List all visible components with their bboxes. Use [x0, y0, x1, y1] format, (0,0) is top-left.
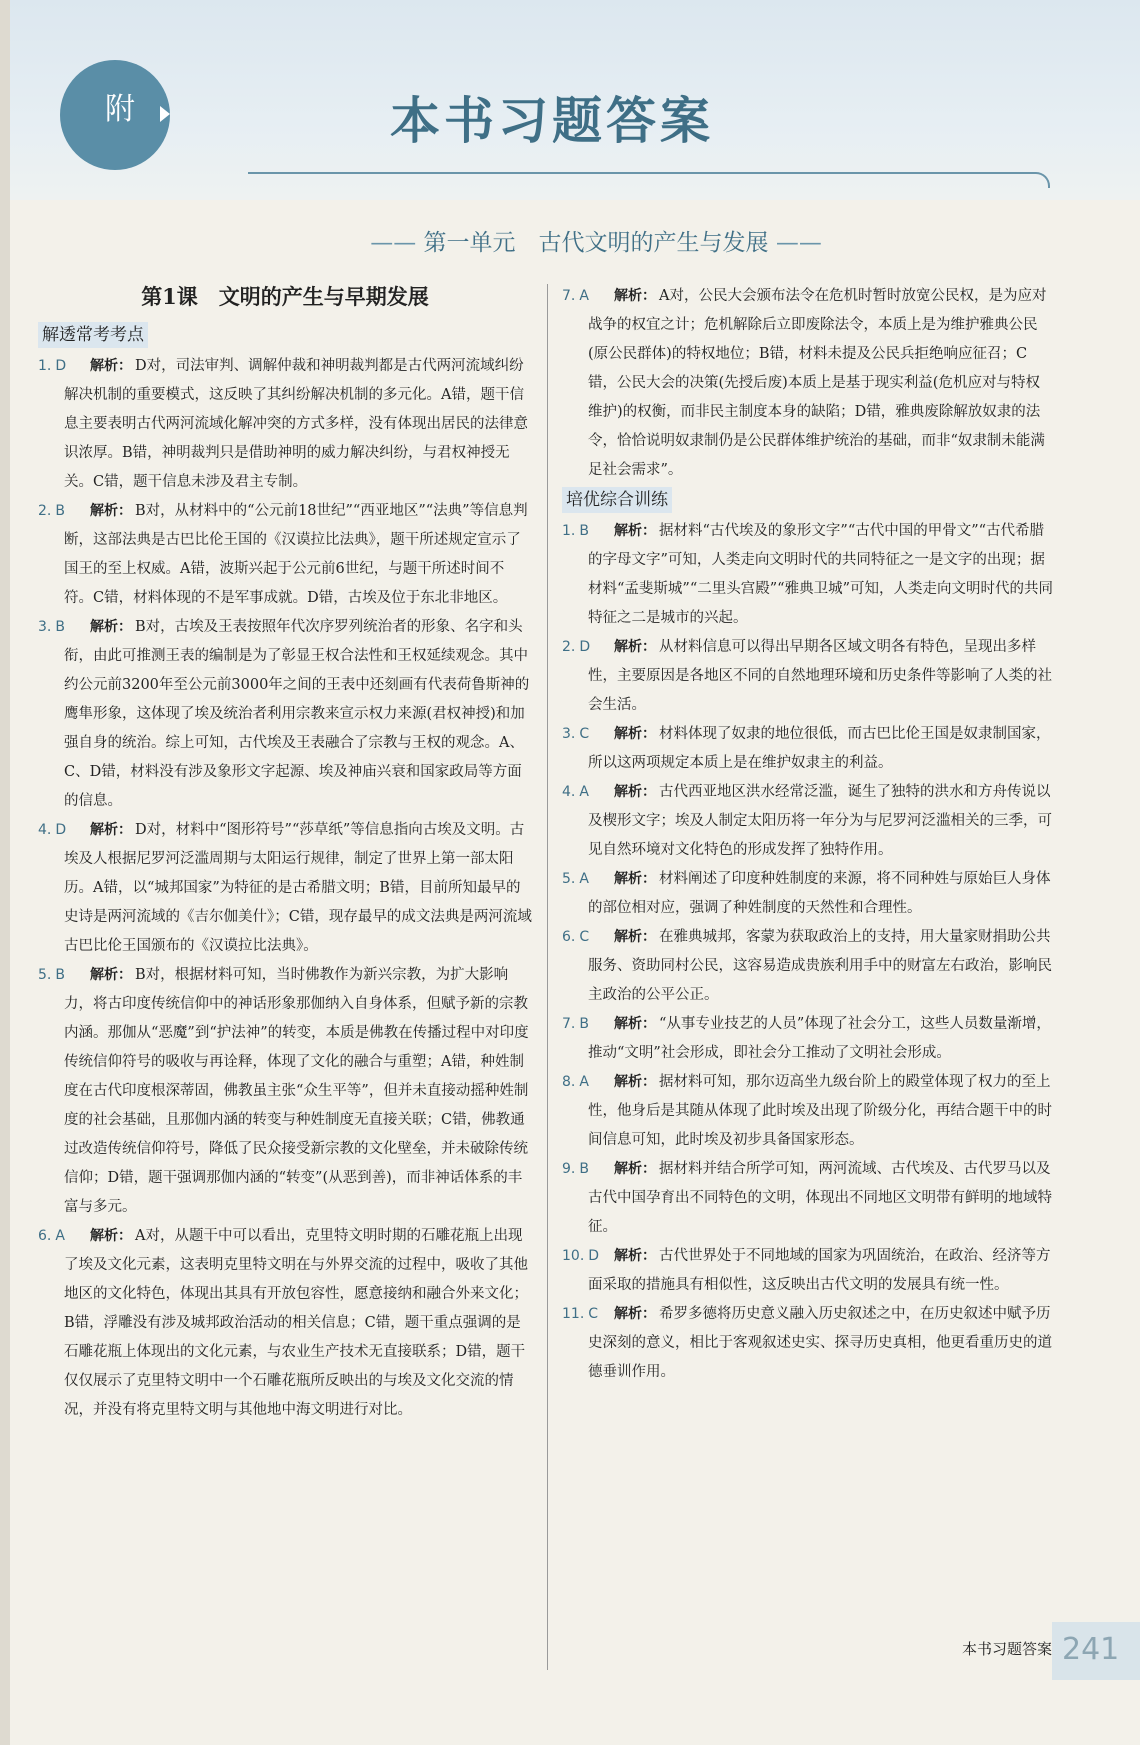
answer-item	[562, 1155, 1054, 1242]
answer-item	[562, 1068, 1054, 1155]
answer-number: 1. B	[562, 523, 589, 539]
answer-choice: A	[579, 784, 589, 800]
unit-title	[316, 226, 876, 260]
analysis-label: 解析：	[90, 822, 132, 838]
answer-item	[38, 613, 532, 816]
left-column	[38, 282, 532, 1425]
answer-number: 6. A	[38, 1228, 65, 1244]
answer-item	[562, 778, 1054, 865]
answer-explanation: 据材料可知，那尔迈高坐九级台阶上的殿堂体现了权力的至上性，他身后是其随从体现了此时埃及出现了阶级分化，再结合题干中的时间信息可知，此时埃及初步具备国家形态。	[588, 1074, 1052, 1148]
analysis-label: 解析：	[614, 1161, 656, 1177]
analysis-label: 解析：	[90, 358, 132, 374]
answer-choice: D	[579, 639, 591, 655]
appendix-badge-label: 附	[105, 92, 135, 127]
analysis-label: 解析：	[614, 871, 656, 887]
answer-item	[562, 1010, 1054, 1068]
answer-choice: B	[579, 1161, 589, 1177]
answer-choice: B	[579, 523, 589, 539]
analysis-label: 解析：	[614, 1306, 656, 1322]
analysis-label: 解析：	[90, 967, 132, 983]
answer-item	[38, 1222, 532, 1425]
answer-explanation: 在雅典城邦，客蒙为获取政治上的支持，用大量家财捐助公共服务、资助同村公民，这容易造成贵族利用手中的财富左右政治，影响民主政治的公平公正。	[588, 929, 1052, 1003]
answer-explanation: 据材料“古代埃及的象形文字”“古代中国的甲骨文”“古代希腊的字母文字”可知，人类走向文明时代的共同特征之一是文字的出现；据材料“孟斐斯城”“二里头宫殿”“雅典卫城”可知，人类走向文明时代的共同特征之二是城市的兴起。	[588, 523, 1053, 626]
analysis-label: 解析：	[614, 288, 656, 304]
answer-explanation: 据材料并结合所学可知，两河流域、古代埃及、古代罗马以及古代中国孕育出不同特色的文明，体现出不同地区文明带有鲜明的地域特征。	[588, 1161, 1052, 1235]
answer-explanation: D对，司法审判、调解仲裁和神明裁判都是古代两河流域纠纷解决机制的重要模式，这反映了其纠纷解决机制的多元化。A错，题干信息主要表明古代两河流域化解冲突的方式多样，没有体现出居民的法律意识浓厚。B错，神明裁判只是借助神明的威力解决纠纷，与君权神授无关。C错，题干信息未涉及君主专制。	[64, 358, 528, 490]
answer-explanation: 材料体现了奴隶的地位很低，而古巴比伦王国是奴隶制国家，所以这两项规定本质上是在维护奴隶主的利益。	[588, 726, 1051, 771]
answer-item	[562, 720, 1054, 778]
answer-number: 5. B	[38, 967, 65, 983]
answer-number: 3. B	[38, 619, 65, 635]
title-rule	[248, 172, 1050, 188]
analysis-label: 解析：	[90, 1228, 132, 1244]
column-divider	[547, 284, 548, 1670]
answer-number: 10. D	[562, 1248, 600, 1264]
answer-choice: D	[55, 822, 67, 838]
analysis-label: 解析：	[90, 619, 132, 635]
answer-choice: B	[55, 619, 65, 635]
answer-choice: C	[588, 1306, 599, 1322]
running-footer: 本书习题答案	[961, 1640, 1052, 1658]
right-column	[562, 282, 1054, 1387]
analysis-label: 解析：	[614, 1016, 656, 1032]
answer-item	[38, 961, 532, 1222]
answer-number: 5. A	[562, 871, 589, 887]
answer-number: 4. A	[562, 784, 589, 800]
lesson-title: 第1课 文明的产生与早期发展	[141, 284, 429, 309]
answer-explanation: “从事专业技艺的人员”体现了社会分工，这些人员数量渐增，推动“文明”社会形成，即社会分工推动了文明社会形成。	[588, 1016, 1051, 1061]
answer-choice: C	[579, 726, 590, 742]
answer-number: 9. B	[562, 1161, 589, 1177]
answer-choice: C	[579, 929, 590, 945]
answer-choice: B	[55, 503, 65, 519]
answer-explanation: A对，公民大会颁布法令在危机时暂时放宽公民权，是为应对战争的权宜之计；危机解除后立即废除法令，本质上是为维护雅典公民(原公民群体)的特权地位；B错，材料未提及公民兵拒绝响应征召；C错，公民大会的决策(先授后废)本质上是基于现实利益(危机应对与特权维护)的权衡，而非民主制度本身的缺陷；D错，雅典废除解放奴隶的法令，恰恰说明奴隶制仍是公民群体维护统治的基础，而非“奴隶制未能满足社会需求”。	[588, 288, 1047, 478]
page-title: 本书习题答案	[390, 92, 714, 150]
answer-item	[38, 816, 532, 961]
answer-number: 8. A	[562, 1074, 589, 1090]
answer-number: 1. D	[38, 358, 67, 374]
answer-explanation: 材料阐述了印度种姓制度的来源，将不同种姓与原始巨人身体的部位相对应，强调了种姓制度的天然性和合理性。	[588, 871, 1051, 916]
answer-explanation: 古代世界处于不同地域的国家为巩固统治，在政治、经济等方面采取的措施具有相似性，这反映出古代文明的发展具有统一性。	[588, 1248, 1051, 1293]
analysis-label: 解析：	[614, 523, 656, 539]
analysis-label: 解析：	[614, 1248, 656, 1264]
answer-choice: A	[579, 288, 589, 304]
answer-item	[562, 282, 1054, 485]
answer-choice: A	[579, 871, 589, 887]
analysis-label: 解析：	[614, 726, 656, 742]
answer-item	[562, 923, 1054, 1010]
answer-number: 7. B	[562, 1016, 589, 1032]
answer-explanation: B对，根据材料可知，当时佛教作为新兴宗教，为扩大影响力，将古印度传统信仰中的神话形象那伽纳入自身体系，但赋予新的宗教内涵。那伽从“恶魔”到“护法神”的转变，本质是佛教在传播过程中对印度传统信仰符号的吸收与再诠释，体现了文化的融合与重塑；A错，种姓制度在古代印度根深蒂固，佛教虽主张“众生平等”，但并未直接动摇种姓制度的社会基础，且那伽内涵的转变与种姓制度无直接关联；C错，佛教通过改造传统信仰符号，降低了民众接受新宗教的文化壁垒，并未破除传统信仰；D错，题干强调那伽内涵的“转变”(从恶到善)，而非神话体系的丰富与多元。	[64, 967, 529, 1215]
analysis-label: 解析：	[614, 1074, 656, 1090]
answer-item	[38, 352, 532, 497]
answer-item	[562, 1300, 1054, 1387]
unit-title-text: 第一单元 古代文明的产生与发展	[423, 230, 769, 256]
unit-dash-right: ——	[775, 230, 822, 256]
answer-explanation: B对，古埃及王表按照年代次序罗列统治者的形象、名字和头衔，由此可推测王表的编制是为了彰显王权合法性和王权延续观念。其中约公元前3200年至公元前3000年之间的王表中还刻画有代表荷鲁斯神的鹰隼形象，这体现了埃及统治者利用宗教来宣示权力来源(君权神授)和加强自身的统治。综上可知，古代埃及王表融合了宗教与王权的观念。A、C、D错，材料没有涉及象形文字起源、埃及神庙兴衰和国家政局等方面的信息。	[64, 619, 530, 809]
answer-number: 6. C	[562, 929, 590, 945]
answer-choice: D	[588, 1248, 600, 1264]
answer-item	[562, 633, 1054, 720]
answer-number: 3. C	[562, 726, 590, 742]
answer-number: 2. B	[38, 503, 65, 519]
answer-item	[562, 517, 1054, 633]
answer-choice: A	[55, 1228, 65, 1244]
answer-choice: B	[579, 1016, 589, 1032]
answer-item	[38, 497, 532, 613]
answer-item	[562, 1242, 1054, 1300]
analysis-label: 解析：	[614, 929, 656, 945]
answer-number: 7. A	[562, 288, 589, 304]
answer-explanation: D对，材料中“图形符号”“莎草纸”等信息指向古埃及文明。古埃及人根据尼罗河泛滥周期与太阳运行规律，制定了世界上第一部太阳历。A错，以“城邦国家”为特征的是古希腊文明；B错，目前所知最早的史诗是两河流域的《吉尔伽美什》；C错，现存最早的成文法典是两河流域古巴比伦王国颁布的《汉谟拉比法典》。	[64, 822, 532, 954]
answer-choice: D	[55, 358, 67, 374]
answer-choice: A	[579, 1074, 589, 1090]
answer-explanation: 从材料信息可以得出早期各区域文明各有特色，呈现出多样性，主要原因是各地区不同的自然地理环境和历史条件等影响了人类的社会生活。	[588, 639, 1052, 713]
unit-dash-left: ——	[370, 230, 417, 256]
answer-number: 11. C	[562, 1306, 599, 1322]
page-edge	[0, 0, 10, 1745]
answer-number: 2. D	[562, 639, 591, 655]
page-number: 241	[1062, 1632, 1120, 1667]
answer-item	[562, 865, 1054, 923]
answer-explanation: B对，从材料中的“公元前18世纪”“西亚地区”“法典”等信息判断，这部法典是古巴比伦王国的《汉谟拉比法典》，题干所述规定宣示了国王的至上权威。A错，波斯兴起于公元前6世纪，与题干所述时间不符。C错，材料体现的不是军事成就。D错，古埃及位于东北非地区。	[64, 503, 528, 606]
section-heading-advanced: 培优综合训练	[562, 487, 672, 513]
arrow-right-icon	[160, 106, 170, 122]
answer-explanation: A对，从题干中可以看出，克里特文明时期的石雕花瓶上出现了埃及文化元素，这表明克里特文明在与外界交流的过程中，吸收了其他地区的文化特色，体现出其具有开放包容性，愿意接纳和融合外来文化；B错，浮雕没有涉及城邦政治活动的相关信息；C错，题干重点强调的是石雕花瓶上体现出的文化元素，与农业生产技术无直接联系；D错，题干仅仅展示了克里特文明中一个石雕花瓶所反映出的与埃及文化交流的情况，并没有将克里特文明与其他地中海文明进行对比。	[64, 1228, 528, 1418]
analysis-label: 解析：	[614, 784, 656, 800]
analysis-label: 解析：	[90, 503, 132, 519]
answer-choice: B	[55, 967, 65, 983]
answer-number: 4. D	[38, 822, 67, 838]
answer-explanation: 古代西亚地区洪水经常泛滥，诞生了独特的洪水和方舟传说以及楔形文字；埃及人制定太阳历将一年分为与尼罗河泛滥相关的三季，可见自然环境对文化特色的形成发挥了独特作用。	[588, 784, 1052, 858]
section-heading-basic: 解透常考考点	[38, 322, 148, 348]
analysis-label: 解析：	[614, 639, 656, 655]
answer-explanation: 希罗多德将历史意义融入历史叙述之中，在历史叙述中赋予历史深刻的意义，相比于客观叙述史实、探寻历史真相，他更看重历史的道德垂训作用。	[588, 1306, 1052, 1380]
